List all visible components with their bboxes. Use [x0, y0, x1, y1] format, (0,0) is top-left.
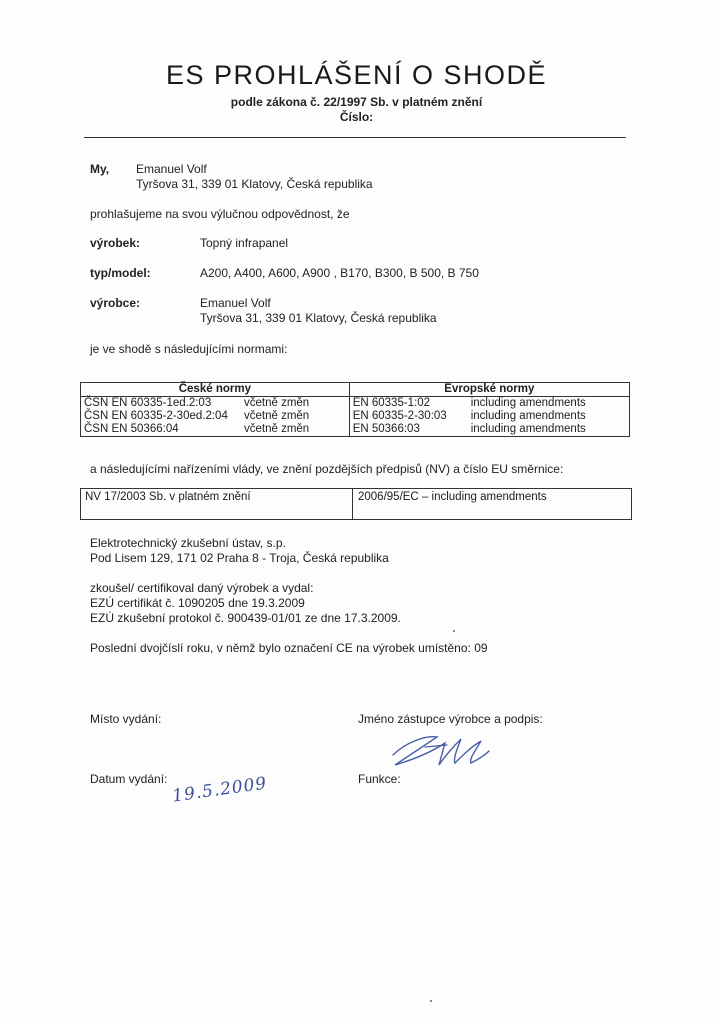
- representative-label: Jméno zástupce výrobce a podpis:: [358, 712, 543, 726]
- signature-image: [385, 725, 495, 775]
- eu-norm-note: including amendments: [470, 397, 586, 409]
- table-row: [81, 423, 630, 437]
- declaration-text: prohlašujeme na svou výlučnou odpovědnost, že: [90, 207, 350, 221]
- certification-line-2: EZÚ certifikát č. 1090205 dne 19.3.2009: [90, 596, 305, 610]
- declarant-name: Emanuel Volf: [136, 162, 207, 176]
- manufacturer-address: Tyršova 31, 339 01 Klatovy, Česká republika: [200, 311, 437, 325]
- cz-norm-note: včetně změn: [244, 397, 310, 409]
- cz-norm-code: ČSN EN 60335-1ed.2:03: [84, 397, 212, 409]
- ce-year-text: Poslední dvojčíslí roku, v němž bylo označení CE na výrobek umístěno: 09: [90, 641, 488, 655]
- eu-norm-code: EN 50366:03: [352, 423, 420, 435]
- norms-header-eu: Evropské normy: [349, 383, 629, 397]
- header-divider: [84, 137, 626, 138]
- cz-norm-note: včetně změn: [244, 410, 310, 422]
- model-label: typ/model:: [90, 266, 151, 280]
- table-row: [81, 410, 630, 423]
- cz-norm-note: včetně změn: [244, 423, 310, 435]
- scan-speck: [453, 630, 455, 632]
- place-of-issue-label: Místo vydání:: [90, 712, 162, 726]
- regulation-eu: 2006/95/EC – including amendments: [358, 491, 547, 503]
- table-row: [81, 397, 630, 411]
- regulations-intro: a následujícími nařízeními vlády, ve znění pozdějších předpisů (NV) a číslo EU směrnice:: [90, 462, 564, 476]
- institute-name: Elektrotechnický zkušební ústav, s.p.: [90, 536, 286, 550]
- model-value: A200, A400, A600, A900 , B170, B300, B 500, B 750: [200, 266, 479, 280]
- regulations-table: [80, 488, 632, 520]
- certification-line-1: zkoušel/ certifikoval daný výrobek a vydal:: [90, 581, 314, 595]
- date-of-issue-label: Datum vydání:: [90, 772, 168, 786]
- eu-norm-code: EN 60335-1:02: [352, 397, 431, 409]
- certification-line-3: EZÚ zkušební protokol č. 900439-01/01 ze dne 17.3.2009.: [90, 611, 401, 625]
- document-subtitle: podle zákona č. 22/1997 Sb. v platném znění: [230, 95, 483, 109]
- function-label: Funkce:: [358, 772, 401, 786]
- product-value: Topný infrapanel: [200, 236, 289, 250]
- handwritten-date: 19.5.2009: [171, 773, 269, 807]
- cz-norm-code: ČSN EN 60335-2-30ed.2:04: [84, 410, 228, 422]
- eu-norm-code: EN 60335-2-30:03: [352, 410, 447, 422]
- regulations-divider: [352, 489, 353, 519]
- cz-norm-code: ČSN EN 50366:04: [84, 423, 179, 435]
- eu-norm-note: including amendments: [470, 423, 586, 435]
- document-title: ES PROHLÁŠENÍ O SHODĚ: [165, 60, 548, 90]
- norms-intro: je ve shodě s následujícími normami:: [90, 342, 288, 356]
- manufacturer-name: Emanuel Volf: [200, 296, 271, 310]
- eu-norm-note: including amendments: [470, 410, 586, 422]
- norms-header-cz: České normy: [81, 383, 350, 397]
- product-label: výrobek:: [90, 236, 141, 250]
- scan-speck: [430, 1000, 432, 1002]
- institute-address: Pod Lisem 129, 171 02 Praha 8 - Troja, Česká republika: [90, 551, 389, 565]
- declarant-address: Tyršova 31, 339 01 Klatovy, Česká republika: [136, 177, 373, 191]
- document-number-label: Číslo:: [339, 110, 374, 124]
- manufacturer-label: výrobce:: [90, 296, 141, 310]
- norms-table: [80, 382, 630, 437]
- regulation-nv: NV 17/2003 Sb. v platném znění: [85, 491, 251, 503]
- declarant-label: My,: [90, 162, 110, 176]
